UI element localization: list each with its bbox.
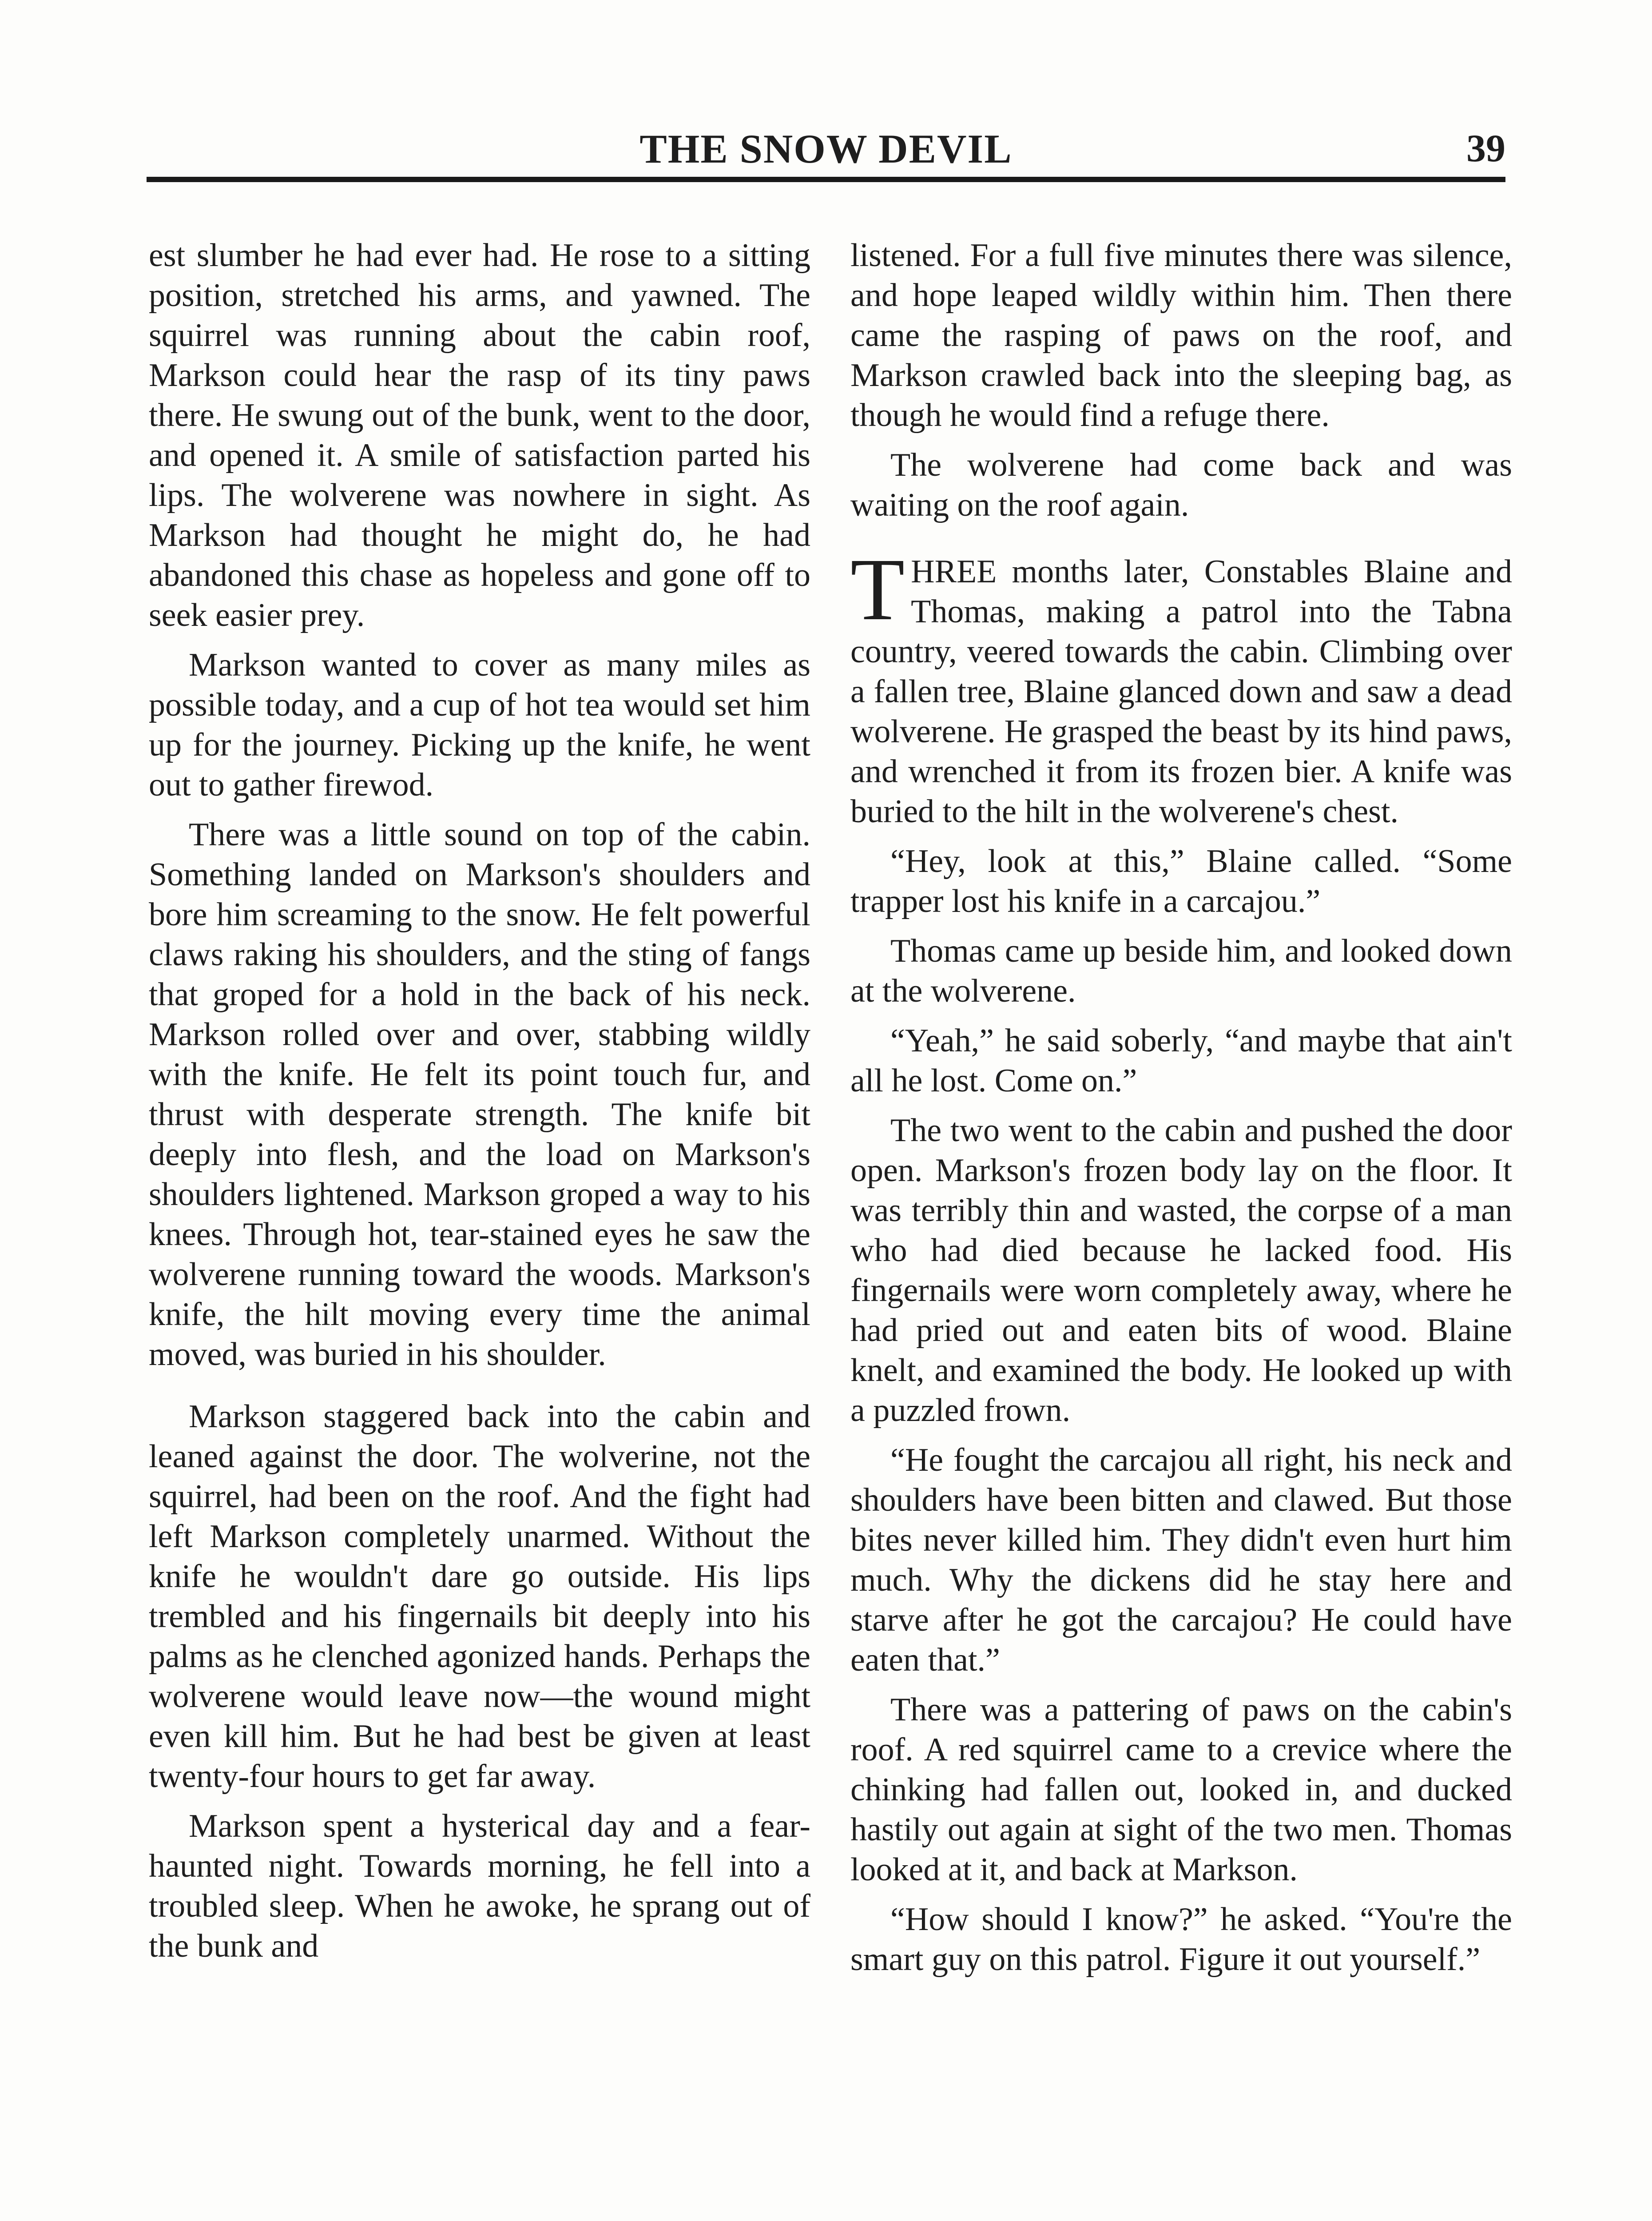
paragraph: listened. For a full five minutes there was silence, and hope leaped wildly within him. Then there came the rasping of paws on the roof, and Markson crawled back into the sleeping bag, as though he would find a refuge there. (850, 237, 1512, 434)
paragraph: Markson wanted to cover as many miles as possible today, and a cup of hot tea would set him up for the journey. Picking up the knife, he went out to gather firewod. (149, 647, 810, 803)
page-number: 39 (1466, 127, 1505, 170)
section-text: HREE months later, Constables Blaine and Thomas, making a patrol into the Tabna country, veered towards the cabin. Climbing over a fallen tree, Blaine glanced down and saw a dead wolverene. He grasped the beast by its hind paws, and wrenched it from its frozen bier. A knife was buried to the hilt in the wolverene's chest. (850, 553, 1512, 830)
paragraph: “Yeah,” he said soberly, “and maybe that ain't all he lost. Come on.” (850, 1023, 1512, 1099)
paragraph: est slumber he had ever had. He rose to a sitting position, stretched his arms, and yawned. The squirrel was running about the cabin roof, Markson could hear the rasp of its tiny paws there. He swung out of the bunk, went to the door, and opened it. A smile of satisfaction parted his lips. The wolverene was nowhere in sight. As Markson had thought he might do, he had abandoned this chase as hopeless and gone off to seek easier prey. (149, 237, 810, 633)
right-column (850, 235, 1512, 1989)
running-title: THE SNOW DEVIL (639, 126, 1013, 171)
paragraph: There was a pattering of paws on the cabin's roof. A red squirrel came to a crevice where the chinking had fallen out, looked in, and ducked hastily out again at sight of the two men. Thomas looked at it, and back at Markson. (850, 1692, 1512, 1888)
left-column (149, 235, 810, 1976)
page-header (147, 120, 1505, 178)
paragraph: The two went to the cabin and pushed the door open. Markson's frozen body lay on the floor. It was terribly thin and wasted, the corpse of a man who had died because he lacked food. His fingernails were worn completely away, where he had pried out and eaten bits of wood. Blaine knelt, and examined the body. He looked up with a puzzled frown. (850, 1112, 1512, 1429)
paragraph: The wolverene had come back and was waiting on the roof again. (850, 447, 1512, 523)
paragraph: “How should I know?” he asked. “You're the smart guy on this patrol. Figure it out yourself.” (850, 1901, 1512, 1978)
section-start-paragraph (850, 541, 1512, 832)
paragraph: “Hey, look at this,” Blaine called. “Some trapper lost his knife in a carcajou.” (850, 843, 1512, 919)
paragraph: There was a little sound on top of the cabin. Something landed on Markson's shoulders and bore him screaming to the snow. He felt powerful claws raking his shoulders, and the sting of fangs that groped for a hold in the back of his neck. Markson rolled over and over, stabbing wildly with the knife. He felt its point touch fur, and thrust with desperate strength. The knife bit deeply into flesh, and the load on Markson's shoulders lightened. Markson groped a way to his knees. Through hot, tear-stained eyes he saw the wolverene running toward the woods. Markson's knife, the hilt moving every time the animal moved, was buried in his shoulder. (149, 816, 810, 1373)
paragraph: Markson spent a hysterical day and a fear-haunted night. Towards morning, he fell into a troubled sleep. When he awoke, he sprang out of the bunk and (149, 1808, 810, 1964)
paragraph: “He fought the carcajou all right, his neck and shoulders have been bitten and clawed. But those bites never killed him. They didn't even hurt him much. Why the dickens did he stay here and starve after he got the carcajou? He could have eaten that.” (850, 1442, 1512, 1678)
paragraph: Markson staggered back into the cabin and leaned against the door. The wolverine, not the squirrel, had been on the roof. And the fight had left Markson completely unarmed. Without the knife he wouldn't dare go outside. His lips trembled and his fingernails bit deeply into his palms as he clenched agonized hands. Perhaps the wolverene would leave now—the wound might even kill him. But he had best be given at least twenty-four hours to get far away. (149, 1398, 810, 1795)
drop-cap: T (850, 541, 905, 639)
header-rule (147, 177, 1505, 182)
paragraph: Thomas came up beside him, and looked down at the wolverene. (850, 933, 1512, 1009)
